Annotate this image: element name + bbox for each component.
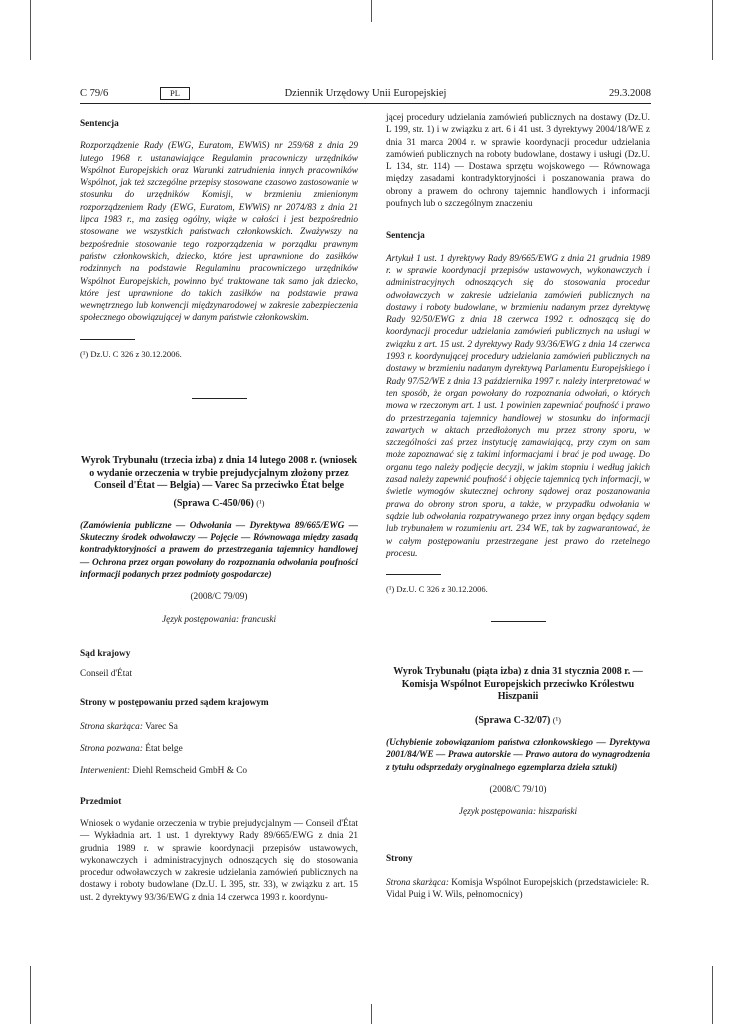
footnote-right: [386, 583, 650, 595]
footnote: [80, 348, 358, 360]
sentencja-heading-right: Sentencja: [386, 231, 425, 242]
intervener-line: [80, 765, 358, 777]
defendant-name: État belge: [145, 744, 183, 755]
footnote-mark-right: (¹): [386, 584, 395, 595]
header-rule: [80, 103, 651, 104]
applicant-line: [80, 721, 358, 733]
crop-mark: [30, 0, 31, 60]
defendant-label: Strona pozwana:: [80, 744, 143, 755]
judgment-title-right: Wyrok Trybunału (piąta izba) z dnia 31 stycznia 2008 r. — Komisja Wspólnot Europejskich przeciwko Królestwu Hiszpanii: [393, 666, 643, 703]
crop-mark: [30, 966, 31, 1024]
court-name: Conseil d'État: [80, 669, 133, 680]
page-header: [80, 86, 651, 104]
sentencja-heading: Sentencja: [80, 119, 119, 129]
journal-title: Dziennik Urzędowy Unii Europejskiej: [284, 88, 447, 99]
court-heading: Sąd krajowy: [80, 648, 131, 659]
oj-reference-right: (2008/C 79/10): [489, 785, 547, 796]
subject-heading: Przedmiot: [80, 796, 122, 807]
case-number-right: [386, 714, 650, 727]
language-badge: PL: [160, 87, 190, 100]
crop-mark: [371, 1004, 372, 1024]
applicant-name: Varec Sa: [145, 721, 178, 732]
defendant-line: [80, 743, 358, 755]
section-separator-right: [491, 621, 546, 622]
case-keywords: (Zamówienia publiczne — Odwołania — Dyrektywa 89/665/EWG — Skuteczny środek odwoławczy — Pojęcie — Równowaga między zasadą kontradyktoryjności a prawem do przestrzegania tajemnicy handlowej — Ochrona przez organ powołany do rozpoznania odwołania poufności informacji podanych przez podmioty gospodarcze): [80, 520, 358, 581]
page-reference: C 79/6: [80, 88, 109, 99]
crop-mark: [712, 966, 713, 1024]
case-footnote-mark-right: (¹): [552, 714, 561, 725]
case-keywords-right: (Uchybienie zobowiązaniom państwa członkowskiego — Dyrektywa 2001/84/WE — Prawa autorskie — Prawo autora do wynagrodzenia z tytułu odsprzedaży oryginalnego egzemplarza dzieła sztuki): [386, 738, 650, 773]
case-number-text: (Sprawa C-450/06): [173, 497, 254, 509]
procedure-language: Język postępowania: francuski: [161, 614, 277, 625]
case-footnote-mark: (¹): [256, 497, 265, 508]
applicant-label: Strona skarżąca:: [80, 721, 143, 732]
intervener-name: Diehl Remscheid GmbH & Co: [132, 766, 248, 777]
footnote-mark: (¹): [80, 348, 89, 359]
case-number: [80, 497, 358, 510]
left-column: [80, 112, 358, 904]
sentencja-text-right: Artykuł 1 ust. 1 dyrektywy Rady 89/665/EWG z dnia 21 grudnia 1989 r. w sprawie koordynacji przepisów ustawowych, wykonawczych i administracyjnych odnoszących się do stosowania procedur odwoławczych w zakresie udzielania zamówień publicznych na dostawy i roboty budowlane, w brzmieniu nadanym przez dyrektywę Rady 92/50/EWG z dnia 18 czerwca 1992 r. odnoszącą się do koordynacji procedur udzielania zamówień publicznych na usługi w związku z art. 15 ust. 2 dyrektywy Rady 93/36/EWG z dnia 14 czerwca 1993 r. koordynującej procedury udzielania zamówień publicznych na dostawy w brzmieniu nadanym dyrektywą Parlamentu Europejskiego i Rady 97/52/WE z dnia 13 października 1997 r. należy interpretować w ten sposób, że organ powołany do rozpoznania odwołań, o których mowa w rzeczonym art. 1 ust. 1 powinien zapewniać poufność i prawo do przestrzegania tajemnicy handlowej w stosunku do informacji zawartych w aktach przedłożonych mu przez strony sporu, w szczególności zaś przez instytucję zamawiającą, przy czym on sam może zapoznawać się z takimi informacjami i brać je pod uwagę. Do organu tego należy podjęcie decyzji, w jakim stopniu i według jakich zasad należy zapewnić poufność i objęcie tajemnicą tych informacji, w świetle wymogów skutecznej ochrony sądowej oraz poszanowania prawa do obrony stron sporu, a także, w przypadku odwołania w sądzie lub odwołania rozpatrywanego przez inny organ będący sądem lub trybunałem w rozumieniu art. 234 WE, tak by zagwarantować, że w całym postępowaniu przestrzegane jest prawo do rzetelnego procesu.: [386, 253, 650, 559]
section-separator: [192, 398, 247, 399]
subject-continued: jącej procedury udzielania zamówień publicznych na dostawy (Dz.U. L 199, str. 1) i w związku z art. 6 i 41 ust. 3 dyrektywy 2004/18/WE z dnia 31 marca 2004 r. w sprawie koordynacji procedur udzielania zamówień publicznych na roboty budowlane, dostawy i usługi (Dz.U. L 134, str. 114) — Dostawa sprzętu wojskowego — Równowaga między zasadami kontradyktoryjności i poszanowania prawa do obrony a prawem do ochrony tajemnic handlowych i informacji poufnych lub o szczególnym znaczeniu: [386, 113, 650, 210]
applicant-name-right: Komisja Wspólnot Europejskich (przedstawiciele: R. Vidal Puig i W. Wils, pełnomocnicy): [386, 877, 650, 901]
applicant-line-right: [386, 877, 650, 902]
case-number-text-right: (Sprawa C-32/07): [475, 714, 551, 726]
footnote-rule-right: [386, 574, 441, 575]
applicant-label-right: Strona skarżąca:: [386, 877, 449, 888]
sentencja-text: Rozporządzenie Rady (EWG, Euratom, EWWiS) nr 259/68 z dnia 29 lutego 1968 r. ustanawiające Regulamin pracowniczy urzędników Wspólnot Europejskich oraz Warunki zatrudnienia innych pracowników Wspólnot, jak też szczególne przepisy stosowane czasowo zastosowanie w stosunku do urzędników Komisji, w brzmieniu zmienionym rozporządzeniem Rady (EWG, Euratom, EWWiS) nr 2074/83 z dnia 21 lipca 1983 r., ma zasięg ogólny, wiąże w całości i jest bezpośrednio stosowane we wszystkich państwach członkowskich. Zważywszy na bezpośrednie stosowanie tego rozporządzenia w porządku prawnym państw członkowskich, dziecko, które jest uprawnione do zasiłków rodzinnych na podstawie Regulaminu pracowniczego urzędników Wspólnot Europejskich, powinno być traktowane tak samo jak dziecko, które jest uprawnione do takich zasiłków na podstawie prawa wewnętrznego lub konwencji międzynarodowej w zakresie zabezpieczenia społecznego obowiązującej w danym państwie członkowskim.: [80, 141, 358, 324]
oj-reference: (2008/C 79/09): [190, 592, 248, 603]
footnote-text: Dz.U. C 326 z 30.12.2006.: [90, 348, 182, 359]
procedure-language-right: Język postępowania: hiszpański: [458, 807, 578, 818]
subject-text: Wniosek o wydanie orzeczenia w trybie prejudycjalnym — Conseil d'État — Wykładnia art. 1 ust. 1 dyrektywy Rady 89/665/EWG z dnia 21 grudnia 1989 r. w sprawie koordynacji przepisów ustawowych, wykonawczych i administracyjnych odnoszących się do stosowania procedur odwoławczych w zakresie udzielania zamówień publicznych na dostawy i roboty budowlane (Dz.U. L 395, str. 33), w związku z art. 15 ust. 2 dyrektywy 93/36/EWG z dnia 14 czerwca 1993 r. koordynu-: [80, 819, 358, 903]
issue-date: 29.3.2008: [609, 88, 651, 99]
crop-mark: [712, 0, 713, 60]
judgment-title: Wyrok Trybunału (trzecia izba) z dnia 14 lutego 2008 r. (wniosek o wydanie orzeczenia w trybie prejudycjalnym złożony przez Conseil d'État — Belgia) — Varec Sa przeciwko État belge: [80, 455, 358, 492]
crop-mark: [371, 0, 372, 22]
parties-heading: Strony w postępowaniu przed sądem krajowym: [80, 697, 269, 708]
parties-heading-right: Strony: [386, 853, 413, 864]
right-column: [386, 112, 650, 902]
intervener-label: Interwenient:: [80, 766, 131, 777]
footnote-rule: [80, 339, 135, 340]
footnote-text-right: Dz.U. C 326 z 30.12.2006.: [396, 584, 488, 595]
